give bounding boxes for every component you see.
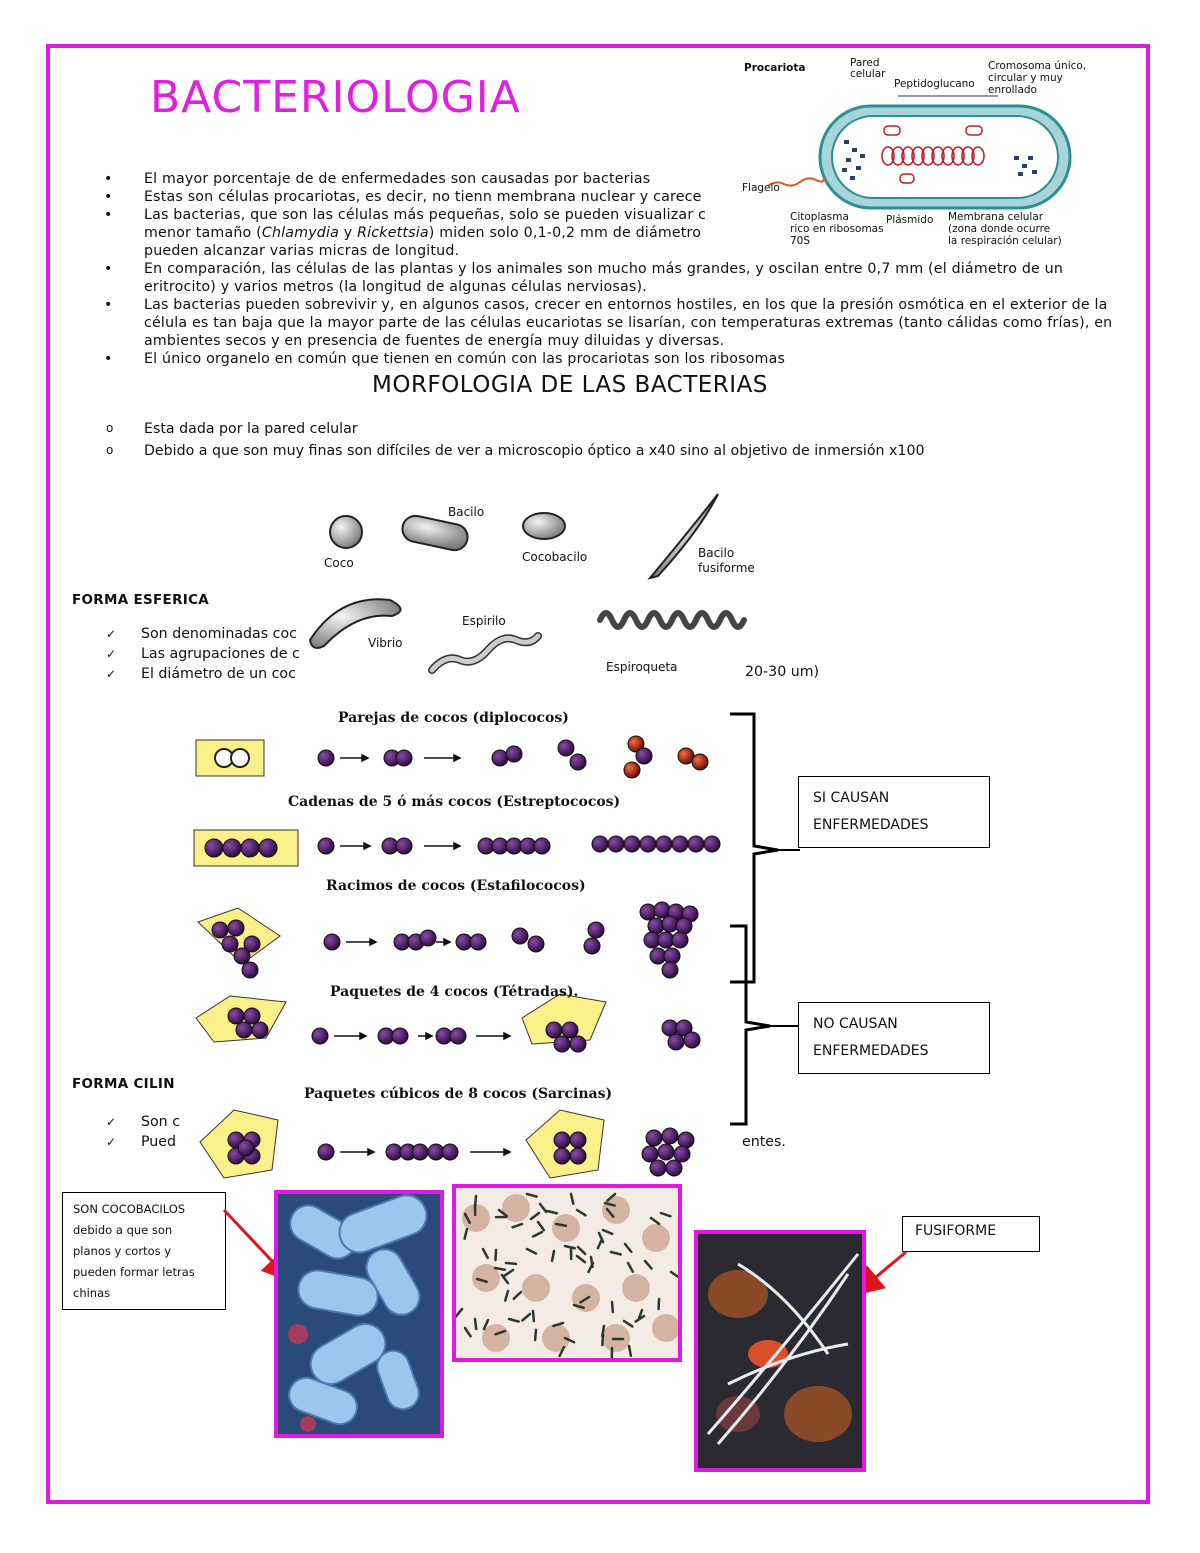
coccus — [318, 1144, 334, 1160]
coccus — [624, 762, 640, 778]
cilindrica-tail: entes. — [742, 1134, 786, 1150]
coccus — [506, 746, 522, 762]
coccus — [324, 934, 340, 950]
coccus — [592, 836, 608, 852]
forma-esferica-heading: FORMA ESFERICA — [72, 592, 210, 608]
bullet-3: • Las bacterias, que son las células más pequeñas, solo se pueden visualizar c menor tamaño (Chlamydia y Rickettsia) miden solo 0,1-0,2 mm de diámetro pueden alcanzar varias micras de longitud. — [104, 206, 1114, 260]
photo-bacilos-microscopio — [452, 1184, 682, 1362]
bullet-4: • En comparación, las células de las plantas y los animales son mucho más grandes, y oscilan entre 0,7 mm (el diámetro de un eritrocito) y varios metros (la longitud de algunas células nerviosas). — [104, 260, 1114, 296]
coccus — [554, 1132, 570, 1148]
cell — [552, 1214, 580, 1242]
sarcinas-caption: Paquetes cúbicos de 8 cocos (Sarcinas) — [304, 1086, 613, 1102]
bacillus — [475, 1196, 476, 1206]
coccus — [205, 839, 223, 857]
coccus — [650, 1160, 666, 1176]
braces — [728, 710, 808, 1130]
arrow-head — [368, 1149, 374, 1155]
forma-cilindrica-heading: FORMA CILIN — [72, 1076, 175, 1092]
espirilo-label: Espirilo — [462, 614, 506, 628]
coccus — [676, 918, 692, 934]
esferica-item-3: ✓ El diámetro de un coc — [104, 664, 300, 684]
coccus — [656, 836, 672, 852]
arrow-head — [370, 939, 376, 945]
coccus — [640, 836, 656, 852]
coccus — [236, 1022, 252, 1038]
arrow-head — [454, 843, 460, 849]
no-causan-box: NO CAUSAN ENFERMEDADES — [798, 1002, 990, 1074]
membrana-label: Membrana celular (zona donde ocurre la respiración celular) — [948, 211, 1062, 247]
coccus — [562, 1022, 578, 1038]
cell — [622, 1274, 650, 1302]
coccus — [570, 1132, 586, 1148]
arrow-head — [360, 1033, 366, 1039]
tetradas-caption: Paquetes de 4 cocos (Tétradas). — [330, 984, 579, 1000]
photo-cocobacilos — [274, 1190, 444, 1438]
bacilo-label: Bacilo — [448, 505, 485, 519]
peptidoglucano-label: Peptidoglucano — [894, 78, 975, 90]
bacillus — [602, 1326, 604, 1336]
bacillus — [533, 1311, 534, 1321]
coccus — [554, 1148, 570, 1164]
coccus — [492, 750, 508, 766]
coccus — [642, 1146, 658, 1162]
coccus — [558, 740, 574, 756]
arrow-head — [364, 843, 370, 849]
coco-label: Coco — [324, 556, 354, 570]
coccus — [636, 748, 652, 764]
coccus — [244, 936, 260, 952]
vibrio-label: Vibrio — [368, 636, 403, 650]
cell — [642, 1224, 670, 1252]
coccus — [546, 1022, 562, 1038]
coccus — [662, 962, 678, 978]
cell — [522, 1274, 550, 1302]
coccus — [212, 922, 228, 938]
coccus — [654, 902, 670, 918]
esferica-list — [104, 624, 300, 684]
coccus — [570, 1148, 586, 1164]
coccus — [624, 836, 640, 852]
coccus — [570, 1036, 586, 1052]
esferica-item-1: ✓ Son denominadas coc — [104, 624, 300, 644]
cocobacilo-label: Cocobacilo — [522, 550, 588, 564]
coccus — [528, 936, 544, 952]
citoplasma-label: Citoplasma rico en ribosomas 70S — [790, 211, 884, 247]
coccus — [259, 839, 277, 857]
coccus — [396, 838, 412, 854]
cilindrica-item-1: ✓ Son c — [104, 1112, 180, 1132]
morfologia-list — [104, 418, 925, 462]
bullet-6: • El único organelo en común que tienen en común con las procariotas son los ribosomas — [104, 350, 1114, 368]
bacillus — [612, 1302, 613, 1312]
coccus — [222, 936, 238, 952]
coccus — [666, 1160, 682, 1176]
bullet-5: • Las bacterias pueden sobrevivir y, en algunos casos, crecer en entornos hostiles, en los que la presión osmótica en el exterior de la célula es tan baja que la mayor parte de las células eucariotas se lisarían, con temperaturas extremas (tanto cálidas como frías), en ambientes secos y en presencia de fuentes de energía muy diluidas y diversas. — [104, 296, 1114, 350]
page-title: BACTERIOLOGIA — [150, 72, 521, 123]
coccus — [312, 1028, 328, 1044]
coccus — [704, 836, 720, 852]
coccus — [242, 962, 258, 978]
pared-label: Pared celular — [850, 57, 886, 80]
coccus — [678, 1132, 694, 1148]
coccus — [470, 934, 486, 950]
arrow-head — [362, 755, 368, 761]
coccus — [512, 928, 528, 944]
coccus — [674, 1146, 690, 1162]
flagelo-label: Flagelo — [742, 182, 780, 194]
cell — [482, 1324, 510, 1352]
coccus — [554, 1036, 570, 1052]
plasmido-label: Plásmido — [886, 214, 934, 226]
coccus — [692, 754, 708, 770]
coccus — [392, 1028, 408, 1044]
cromosoma-label: Cromosoma único, circular y muy enrollado — [988, 60, 1087, 96]
coccus — [223, 839, 241, 857]
intro-bullets — [104, 170, 1114, 368]
coccus — [570, 754, 586, 770]
coccus — [688, 836, 704, 852]
estreptococos-caption: Cadenas de 5 ó más cocos (Estreptococos) — [288, 794, 621, 810]
coccus — [244, 1008, 260, 1024]
coccus — [646, 1130, 662, 1146]
coccus — [672, 932, 688, 948]
coccus — [668, 1034, 684, 1050]
coccus — [640, 904, 656, 920]
coccus — [412, 1144, 428, 1160]
photo-fusiforme — [694, 1230, 866, 1472]
bacillus — [591, 1257, 593, 1267]
coccus — [648, 918, 664, 934]
coccus — [534, 838, 550, 854]
coccus — [318, 750, 334, 766]
fusiforme-callout: FUSIFORME — [902, 1216, 1040, 1252]
cilindrica-list — [104, 1112, 180, 1152]
coccus — [658, 1144, 674, 1160]
coccus — [228, 1008, 244, 1024]
esferica-item-2: ✓ Las agrupaciones de c — [104, 644, 300, 664]
morfologia-item-1: o Esta dada por la pared celular — [104, 418, 925, 440]
bullet-1: • El mayor porcentaje de de enfermedades son causadas por bacterias — [104, 170, 1114, 188]
coccus — [396, 750, 412, 766]
cocobacilos-callout: SON COCOBACILOS debido a que son planos y cortos y pueden formar letras chinas — [62, 1192, 226, 1310]
coccus — [662, 1128, 678, 1144]
bacillus — [495, 1250, 496, 1260]
arrow-head — [426, 1033, 432, 1039]
coccus — [241, 839, 259, 857]
coccus — [672, 836, 688, 852]
arrow-head — [454, 755, 460, 761]
coccus — [662, 916, 678, 932]
morfologia-heading: MORFOLOGIA DE LAS BACTERIAS — [372, 372, 768, 398]
coccus — [608, 836, 624, 852]
arrow-head — [504, 1149, 510, 1155]
cell — [602, 1196, 630, 1224]
cilindrica-item-2: ✓ Pued — [104, 1132, 180, 1152]
coccus — [252, 1022, 268, 1038]
procariota-heading: Procariota — [744, 62, 806, 74]
coccus — [584, 938, 600, 954]
coccus — [664, 948, 680, 964]
esferica-tail: 20-30 um) — [745, 664, 820, 680]
coccus — [684, 1032, 700, 1048]
bacillus — [556, 1224, 566, 1226]
coccus — [442, 1144, 458, 1160]
estafilococos-caption: Racimos de cocos (Estafilococos) — [326, 878, 586, 894]
diplococos-caption: Parejas de cocos (diplococos) — [338, 710, 569, 726]
bacillus — [495, 1268, 505, 1270]
morfologia-item-2: o Debido a que son muy finas son difíciles de ver a microscopio óptico a x40 sino al objetivo de inmersión x100 — [104, 440, 925, 462]
bacillus — [535, 1330, 536, 1340]
bacillus — [475, 1319, 476, 1329]
bacillus — [506, 1263, 516, 1264]
arrow-head — [504, 1033, 510, 1039]
bacilo-fusiforme-label: Bacilo fusiforme — [698, 546, 755, 575]
coccus — [450, 1028, 466, 1044]
coccus — [318, 838, 334, 854]
bullet-2: • Estas son células procariotas, es decir, no tienn membrana nuclear y carece — [104, 188, 1114, 206]
coccus — [420, 930, 436, 946]
cocci-arrangements-figure — [180, 700, 740, 1192]
bacteria-shapes-figure — [300, 490, 760, 690]
coccus — [228, 920, 244, 936]
coccus — [238, 1140, 254, 1156]
arrow-head — [444, 939, 450, 945]
si-causan-box: SI CAUSAN ENFERMEDADES — [798, 776, 990, 848]
coccus — [588, 922, 604, 938]
espiroqueta-label: Espiroqueta — [606, 660, 678, 674]
